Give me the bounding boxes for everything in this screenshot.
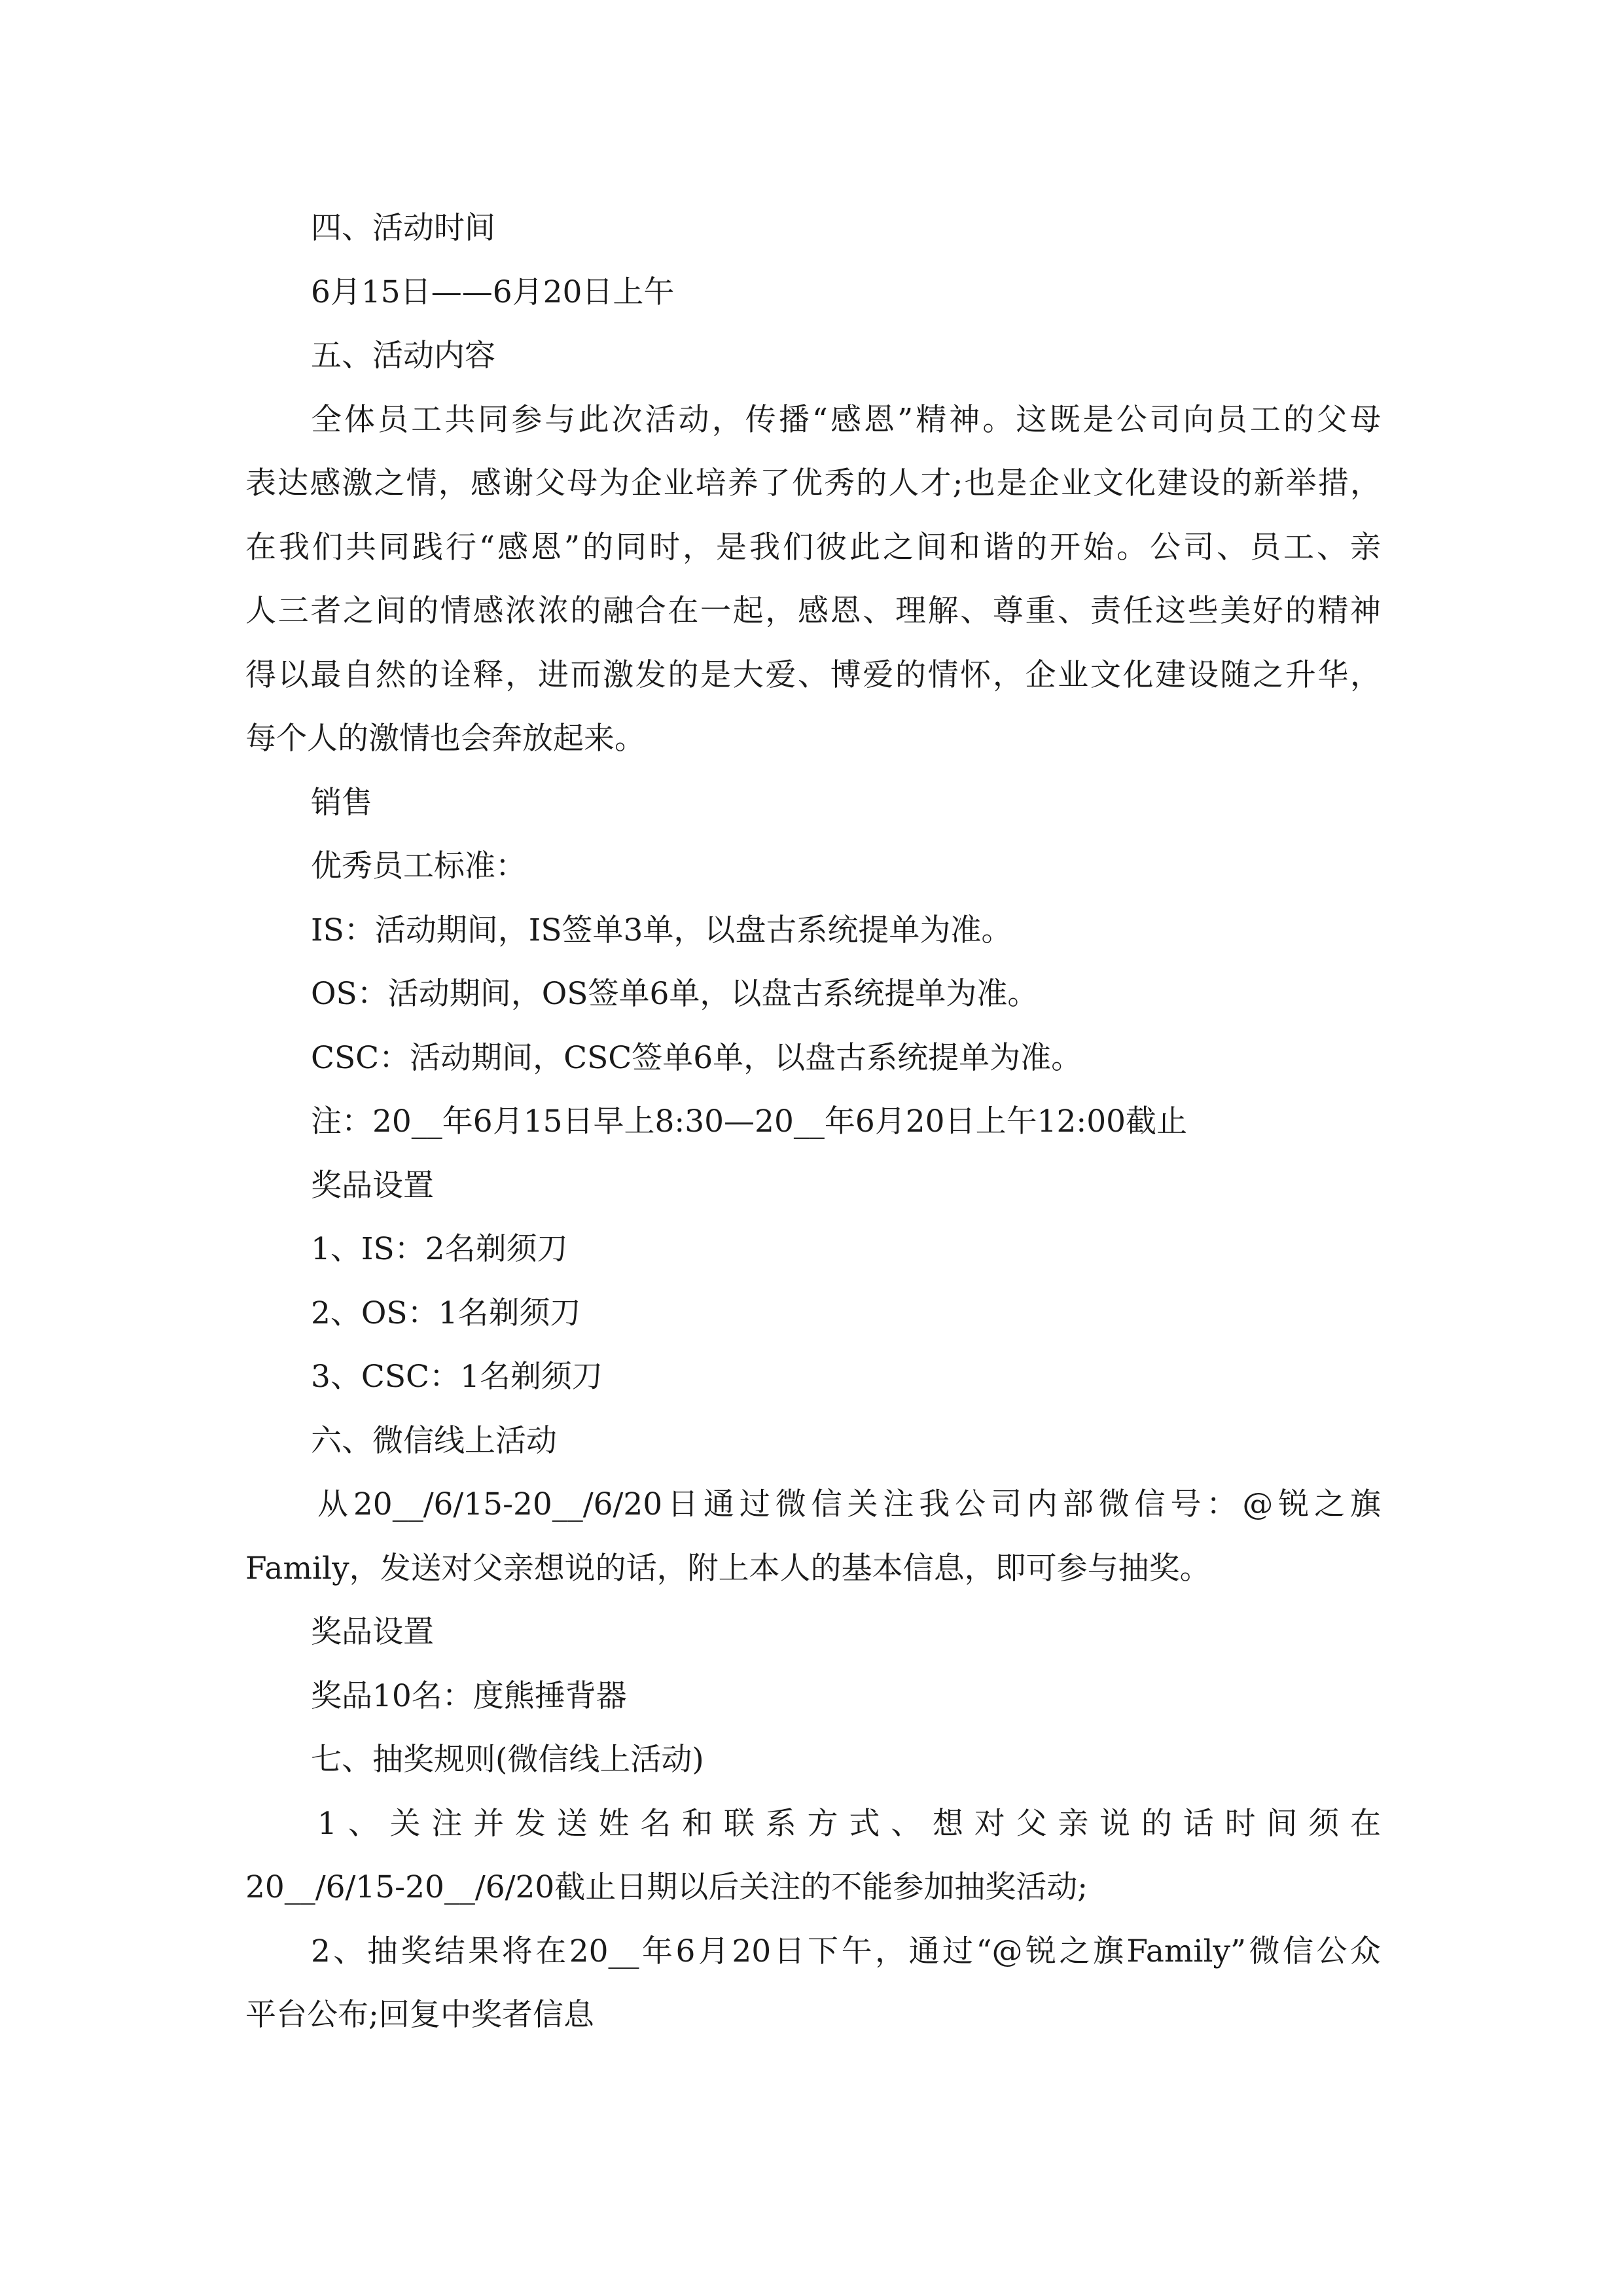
rule-paragraph-line: 20__/6/15-20__/6/20截止日期以后关注的不能参加抽奖活动; xyxy=(245,1869,1088,1905)
prize-settings-heading: 奖品设置 xyxy=(311,1167,434,1204)
wechat-paragraph-line: 从20__/6/15-20__/6/20日通过微信关注我公司内部微信号：@锐之旗 xyxy=(317,1486,1381,1522)
wechat-paragraph-line: Family，发送对父亲想说的话，附上本人的基本信息，即可参与抽奖。 xyxy=(245,1550,1211,1587)
activity-time-value: 6月15日——6月20日上午 xyxy=(311,274,675,310)
document-body xyxy=(245,196,1381,2047)
prize-item: 1、IS：2名剃须刀 xyxy=(311,1231,568,1267)
content-paragraph-line: 在我们共同践行“感恩”的同时，是我们彼此之间和谐的开始。公司、员工、亲 xyxy=(245,529,1381,565)
content-paragraph-line: 得以最自然的诠释，进而激发的是大爱、博爱的情怀，企业文化建设随之升华， xyxy=(245,656,1381,693)
prize-item: 奖品10名：度熊捶背器 xyxy=(311,1677,627,1714)
prize-item: 2、OS：1名剃须刀 xyxy=(311,1295,581,1331)
content-paragraph-line: 全体员工共同参与此次活动，传播“感恩”精神。这既是公司向员工的父母 xyxy=(311,401,1381,438)
prize-item: 3、CSC：1名剃须刀 xyxy=(311,1359,603,1395)
section-heading-activity-time: 四、活动时间 xyxy=(311,210,495,246)
section-heading-activity-content: 五、活动内容 xyxy=(311,338,495,374)
section-heading-lottery-rules: 七、抽奖规则(微信线上活动) xyxy=(311,1742,704,1778)
section-heading-wechat-activity: 六、微信线上活动 xyxy=(311,1422,557,1459)
criteria-item-os: OS：活动期间，OS签单6单，以盘古系统提单为准。 xyxy=(311,976,1039,1012)
content-paragraph-line: 每个人的激情也会奔放起来。 xyxy=(245,721,645,757)
rule-paragraph-line: 2、抽奖结果将在20__年6月20日下午，通过“@锐之旗Family”微信公众 xyxy=(311,1933,1381,1969)
content-paragraph-line: 人三者之间的情感浓浓的融合在一起，感恩、理解、尊重、责任这些美好的精神 xyxy=(245,593,1381,629)
content-paragraph-line: 表达感激之情，感谢父母为企业培养了优秀的人才;也是企业文化建设的新举措， xyxy=(245,465,1381,501)
criteria-item-csc: CSC：活动期间，CSC签单6单，以盘古系统提单为准。 xyxy=(311,1039,1082,1076)
rule-paragraph-line: 平台公布;回复中奖者信息 xyxy=(245,1997,594,2033)
rule-paragraph-line: 1、关注并发送姓名和联系方式、想对父亲说的话时间须在 xyxy=(317,1805,1381,1842)
criteria-heading: 优秀员工标准： xyxy=(311,848,526,884)
subheading-sales: 销售 xyxy=(311,784,372,821)
criteria-item-is: IS：活动期间，IS签单3单，以盘古系统提单为准。 xyxy=(311,912,1012,948)
deadline-note: 注：20__年6月15日早上8:30—20__年6月20日上午12:00截止 xyxy=(311,1103,1188,1139)
prize-settings-heading: 奖品设置 xyxy=(311,1614,434,1650)
